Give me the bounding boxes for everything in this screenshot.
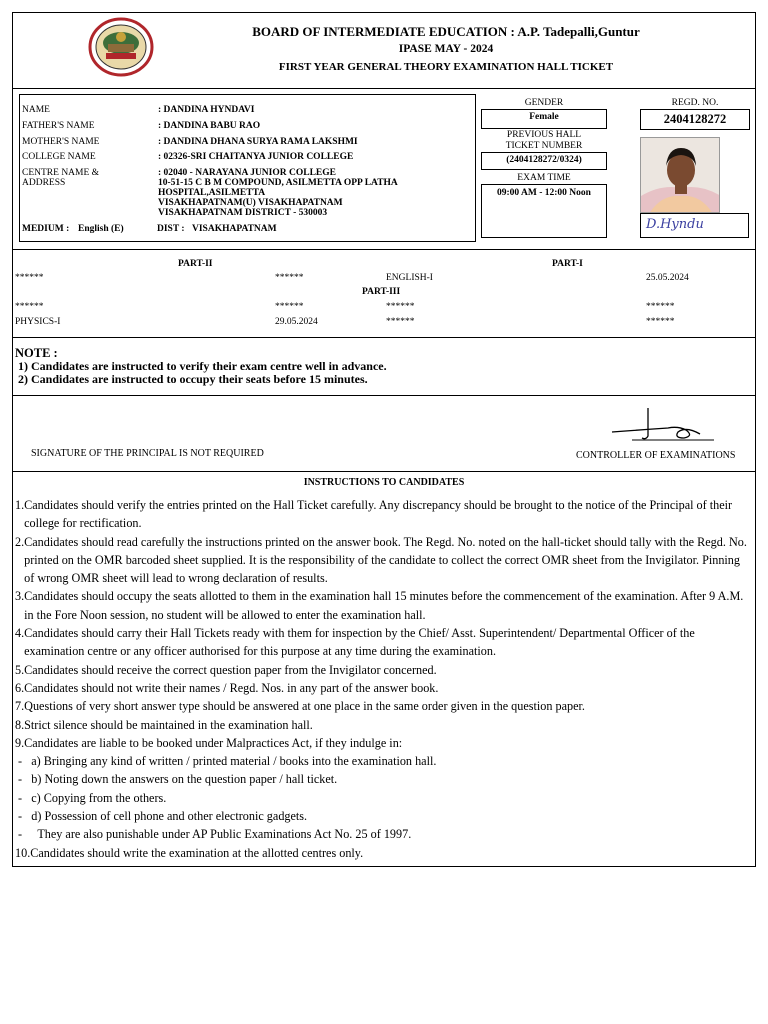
instruction-text: Candidates should occupy the seats allotted to them in the examination hall 15 minutes before the commencement of the examination. After 9 A.M. in the Fore Noon session, no student will be allowed to enter the examination hall. — [24, 589, 744, 622]
college-value: : 02326-SRI CHAITANYA JUNIOR COLLEGE — [158, 152, 354, 162]
mother-value: : DANDINA DHANA SURYA RAMA LAKSHMI — [158, 137, 358, 147]
candidate-photo-icon — [640, 137, 720, 213]
instruction-text: They are also punishable under AP Public Examinations Act No. 25 of 1997. — [37, 827, 412, 842]
subject-cell: PHYSICS-I — [15, 317, 61, 327]
subject-cell: 29.05.2024 — [275, 317, 318, 327]
instruction-number: 1. — [15, 498, 25, 512]
part2-header: PART-II — [178, 259, 213, 269]
regd-no-label: REGD. NO. — [671, 98, 719, 108]
centre-line: 10-51-15 C B M COMPOUND, ASILMETTA OPP LATHA — [158, 178, 398, 188]
centre-label: CENTRE NAME & — [22, 168, 100, 178]
divider — [12, 337, 756, 338]
instruction-text: b) Noting down the answers on the question paper / hall ticket. — [31, 772, 338, 787]
instruction-text: Candidates should receive the correct question paper from the Invigilator concerned. — [24, 662, 437, 677]
instruction-subitem — [15, 807, 753, 825]
instruction-text: a) Bringing any kind of written / printed material / books into the examination hall. — [31, 754, 437, 769]
part1-header: PART-I — [552, 259, 583, 269]
exam-time-label: EXAM TIME — [517, 173, 571, 183]
subject-cell: ENGLISH-I — [386, 273, 433, 283]
instruction-bullet: - — [15, 790, 32, 805]
instruction-number: 9. — [15, 735, 25, 750]
instruction-text: Strict silence should be maintained in the examination hall. — [24, 717, 313, 732]
divider — [12, 88, 756, 89]
instruction-item — [15, 679, 753, 697]
gender-label: GENDER — [524, 98, 564, 108]
instruction-text: Candidates should write the examination at the allotted centres only. — [30, 845, 364, 860]
instruction-bullet: - — [15, 754, 32, 769]
name-value: : DANDINA HYNDAVI — [158, 105, 255, 115]
subject-cell: ****** — [15, 302, 44, 312]
instruction-subitem — [15, 752, 753, 770]
instruction-subitem — [15, 789, 753, 807]
instruction-item — [15, 661, 753, 679]
principal-signature-note: SIGNATURE OF THE PRINCIPAL IS NOT REQUIRED — [31, 448, 264, 459]
instruction-text: Questions of very short answer type should be answered at one place in the same order given in the question paper. — [24, 699, 585, 714]
instruction-number: 2. — [15, 534, 25, 549]
centre-line: VISAKHAPATNAM(U) VISAKHAPATNAM — [158, 198, 343, 208]
exam-time-value: 09:00 AM - 12:00 Noon — [497, 188, 591, 198]
prev-hall-ticket-label: TICKET NUMBER — [505, 141, 583, 151]
hall-ticket-subtitle: FIRST YEAR GENERAL THEORY EXAMINATION HALL TICKET — [278, 61, 614, 73]
instruction-item — [15, 716, 753, 734]
father-value: : DANDINA BABU RAO — [158, 121, 261, 131]
instruction-text: Candidates should carry their Hall Tickets ready with them for inspection by the Chief/ Asst. Superintendent/ Departmental Officer of the examination centre or any officer authorised for this purpose at any time during the examination. — [24, 626, 695, 659]
medium-label: MEDIUM : — [22, 224, 70, 234]
instruction-number: 3. — [15, 589, 25, 604]
instruction-number: 5. — [15, 662, 25, 677]
medium-value: English (E) — [78, 224, 124, 234]
centre-line: HOSPITAL,ASILMETTA — [158, 188, 266, 198]
candidate-signature: D.Hyndu — [646, 217, 704, 232]
instruction-number: 4. — [15, 626, 25, 641]
board-title: BOARD OF INTERMEDIATE EDUCATION : A.P. Tadepalli,Guntur — [252, 24, 640, 39]
instruction-number: 10. — [15, 845, 31, 860]
instructions-list — [15, 496, 753, 862]
instruction-item — [15, 734, 753, 752]
subject-cell: ****** — [15, 273, 44, 283]
subject-cell: ****** — [275, 273, 304, 283]
subject-cell: ****** — [275, 302, 304, 312]
divider — [12, 395, 756, 396]
divider — [12, 249, 756, 250]
instruction-text: Candidates should read carefully the instructions printed on the answer book. The Regd. No. noted on the hall-ticket should tally with the Regd. No. printed on the OMR barcoded sheet supplied. It is the responsibility of the candidate to collect the correct OMR sheet from the Invigilator. Pinning of wrong OMR sheet will lead to wrong declaration of results. — [24, 534, 747, 586]
father-label: FATHER'S NAME — [22, 121, 95, 131]
subject-cell: ****** — [646, 302, 675, 312]
instruction-text: d) Possession of cell phone and other electronic gadgets. — [31, 809, 308, 824]
instruction-item — [15, 697, 753, 715]
part3-header: PART-III — [362, 287, 401, 297]
prev-hall-ticket-label: PREVIOUS HALL — [506, 130, 582, 140]
instructions-title: INSTRUCTIONS TO CANDIDATES — [303, 477, 465, 488]
college-label: COLLEGE NAME — [22, 152, 96, 162]
prev-hall-ticket-value: (2404128272/0324) — [506, 155, 582, 165]
instruction-text: Candidates are liable to be booked under Malpractices Act, if they indulge in: — [24, 735, 403, 750]
subject-cell: ****** — [646, 317, 675, 327]
subject-cell: 25.05.2024 — [646, 273, 689, 283]
dist-value: VISAKHAPATNAM — [192, 224, 277, 234]
instruction-subitem — [15, 770, 753, 788]
instruction-item — [15, 844, 753, 862]
instruction-item — [15, 496, 753, 533]
note-title: NOTE : — [15, 346, 58, 360]
instruction-item — [15, 587, 753, 624]
controller-signature-icon — [608, 404, 718, 446]
subject-cell: ****** — [386, 317, 415, 327]
address-label: ADDRESS — [22, 178, 66, 188]
instruction-text: c) Copying from the others. — [31, 790, 167, 805]
exam-title: IPASE MAY - 2024 — [398, 43, 494, 55]
instruction-number: 8. — [15, 717, 25, 732]
note-line: 1) Candidates are instructed to verify their exam centre well in advance. — [18, 359, 387, 373]
centre-line: : 02040 - NARAYANA JUNIOR COLLEGE — [158, 168, 336, 178]
mother-label: MOTHER'S NAME — [22, 137, 100, 147]
instruction-item — [15, 624, 753, 661]
gender-value: Female — [529, 112, 559, 122]
subject-cell: ****** — [386, 302, 415, 312]
instruction-item — [15, 533, 753, 588]
instruction-bullet: - — [15, 827, 38, 842]
instruction-number: 7. — [15, 699, 25, 714]
instruction-text: Candidates should not write their names / Regd. Nos. in any part of the answer book. — [24, 680, 439, 695]
controller-label: CONTROLLER OF EXAMINATIONS — [576, 450, 736, 461]
instruction-text: Candidates should verify the entries printed on the Hall Ticket carefully. Any discrepancy should be brought to the notice of the Principal of their college for rectification. — [24, 498, 733, 531]
divider — [12, 471, 756, 472]
instruction-bullet: - — [15, 772, 32, 787]
instruction-subitem — [15, 825, 753, 843]
instruction-bullet: - — [15, 809, 32, 824]
regd-no-value: 2404128272 — [663, 112, 727, 126]
name-label: NAME — [22, 105, 50, 115]
centre-line: VISAKHAPATNAM DISTRICT - 530003 — [158, 208, 328, 218]
dist-label: DIST : — [157, 224, 185, 234]
instruction-number: 6. — [15, 680, 25, 695]
board-emblem-icon — [88, 17, 154, 77]
note-line: 2) Candidates are instructed to occupy their seats before 15 minutes. — [18, 372, 368, 386]
